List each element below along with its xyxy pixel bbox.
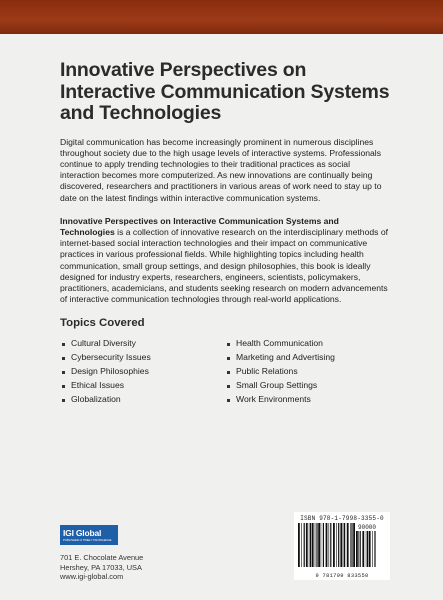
description-book-title: Innovative Perspectives on Interactive Communication Systems and Technologies <box>60 215 339 237</box>
back-cover-content <box>60 60 390 406</box>
barcode-bar <box>333 523 335 567</box>
address-line-1: 701 E. Chocolate Avenue <box>60 553 144 562</box>
isbn-barcode <box>294 512 390 580</box>
barcode-bar <box>362 531 364 567</box>
barcode-bar <box>353 523 355 567</box>
barcode-bar <box>316 523 317 567</box>
barcode-bar <box>301 523 302 567</box>
topic-item: Small Group Settings <box>225 379 390 393</box>
barcode-bar <box>326 523 328 567</box>
barcode-bar <box>350 523 351 567</box>
barcode-bar <box>340 523 342 567</box>
barcode-bar <box>347 523 349 567</box>
barcode-bar <box>323 523 324 567</box>
top-color-band <box>0 0 443 34</box>
barcode-bar <box>369 531 371 567</box>
price-code: 90000 <box>358 524 377 531</box>
topic-item: Marketing and Advertising <box>225 351 390 365</box>
publisher-website: www.igi-global.com <box>60 572 124 582</box>
barcode-bar <box>315 523 316 567</box>
topic-item: Public Relations <box>225 365 390 379</box>
topics-left-column <box>60 337 225 406</box>
price-block <box>356 523 378 572</box>
intro-paragraph: Digital communication has become increasingly prominent in numerous disciplines throughout society due to the high usage levels of interactive systems. Professionals continue to apply trending technologies to their traditional practices as social interaction becomes more computerized. As new innovations are continually being discovered, researchers and practitioners in various areas of work need to stay up to date on the latest findings within interactive communication systems. <box>60 136 382 203</box>
barcode-bar <box>338 523 339 567</box>
topic-item: Globalization <box>60 393 225 407</box>
address-line-2: Hershey, PA 17033, USA <box>60 562 142 572</box>
barcode-bar <box>312 523 314 567</box>
description-text: is a collection of innovative research on the interdisciplinary methods of internet-based social interaction technologies and their impact on communicative practices in various professional fields. While highlighting topics including health communication, small group settings, and design philosophies, this book is ideally designed for industry experts, researchers, engineers, scientists, policymakers, practitioners, academicians, and students seeking research on modern advancements of interactive communication technologies through real-world applications. <box>60 226 388 305</box>
topic-item: Cybersecurity Issues <box>60 351 225 365</box>
barcode-bar <box>309 523 310 567</box>
logo-text: IGI Global <box>63 527 102 538</box>
barcode-bar <box>321 523 322 567</box>
topics-list <box>60 337 390 406</box>
barcode-bar <box>360 531 361 567</box>
barcode-bar <box>358 531 359 567</box>
barcode-bar <box>310 523 311 567</box>
book-title: Innovative Perspectives on Interactive Communication Systems and Technologies <box>60 59 390 124</box>
barcode-bar <box>298 523 300 567</box>
topic-item: Cultural Diversity <box>60 337 225 351</box>
barcode-bar <box>304 523 305 567</box>
barcode-row <box>298 523 386 572</box>
publisher-block <box>60 525 180 582</box>
logo-tagline: PUBLISHER of TIMELY KNOWLEDGE <box>63 537 112 542</box>
topics-heading: Topics Covered <box>60 317 145 330</box>
barcode-bars-main <box>298 523 356 567</box>
barcode-bar <box>336 523 337 567</box>
igi-global-logo <box>60 525 118 545</box>
barcode-bar <box>330 523 331 567</box>
barcode-digits: 9 781799 833550 <box>315 573 369 579</box>
topic-item: Work Environments <box>225 393 390 407</box>
barcode-bar <box>367 531 368 567</box>
barcode-bar <box>344 523 345 567</box>
barcode-bars-addon <box>356 531 378 567</box>
barcode-bar <box>329 523 330 567</box>
barcode-bar <box>366 531 367 567</box>
description-paragraph <box>60 216 390 306</box>
barcode-bar <box>356 531 358 567</box>
barcode-bar <box>318 523 320 567</box>
topics-right-column <box>225 337 390 406</box>
barcode-bar <box>374 531 375 567</box>
barcode-bar <box>306 523 308 567</box>
topic-item: Design Philosophies <box>60 365 225 379</box>
isbn-number: ISBN 978-1-7998-3355-0 <box>300 515 384 522</box>
barcode-bar <box>351 523 352 567</box>
topic-item: Health Communication <box>225 337 390 351</box>
barcode-bar <box>372 531 373 567</box>
barcode-bar <box>343 523 344 567</box>
topic-item: Ethical Issues <box>60 379 225 393</box>
